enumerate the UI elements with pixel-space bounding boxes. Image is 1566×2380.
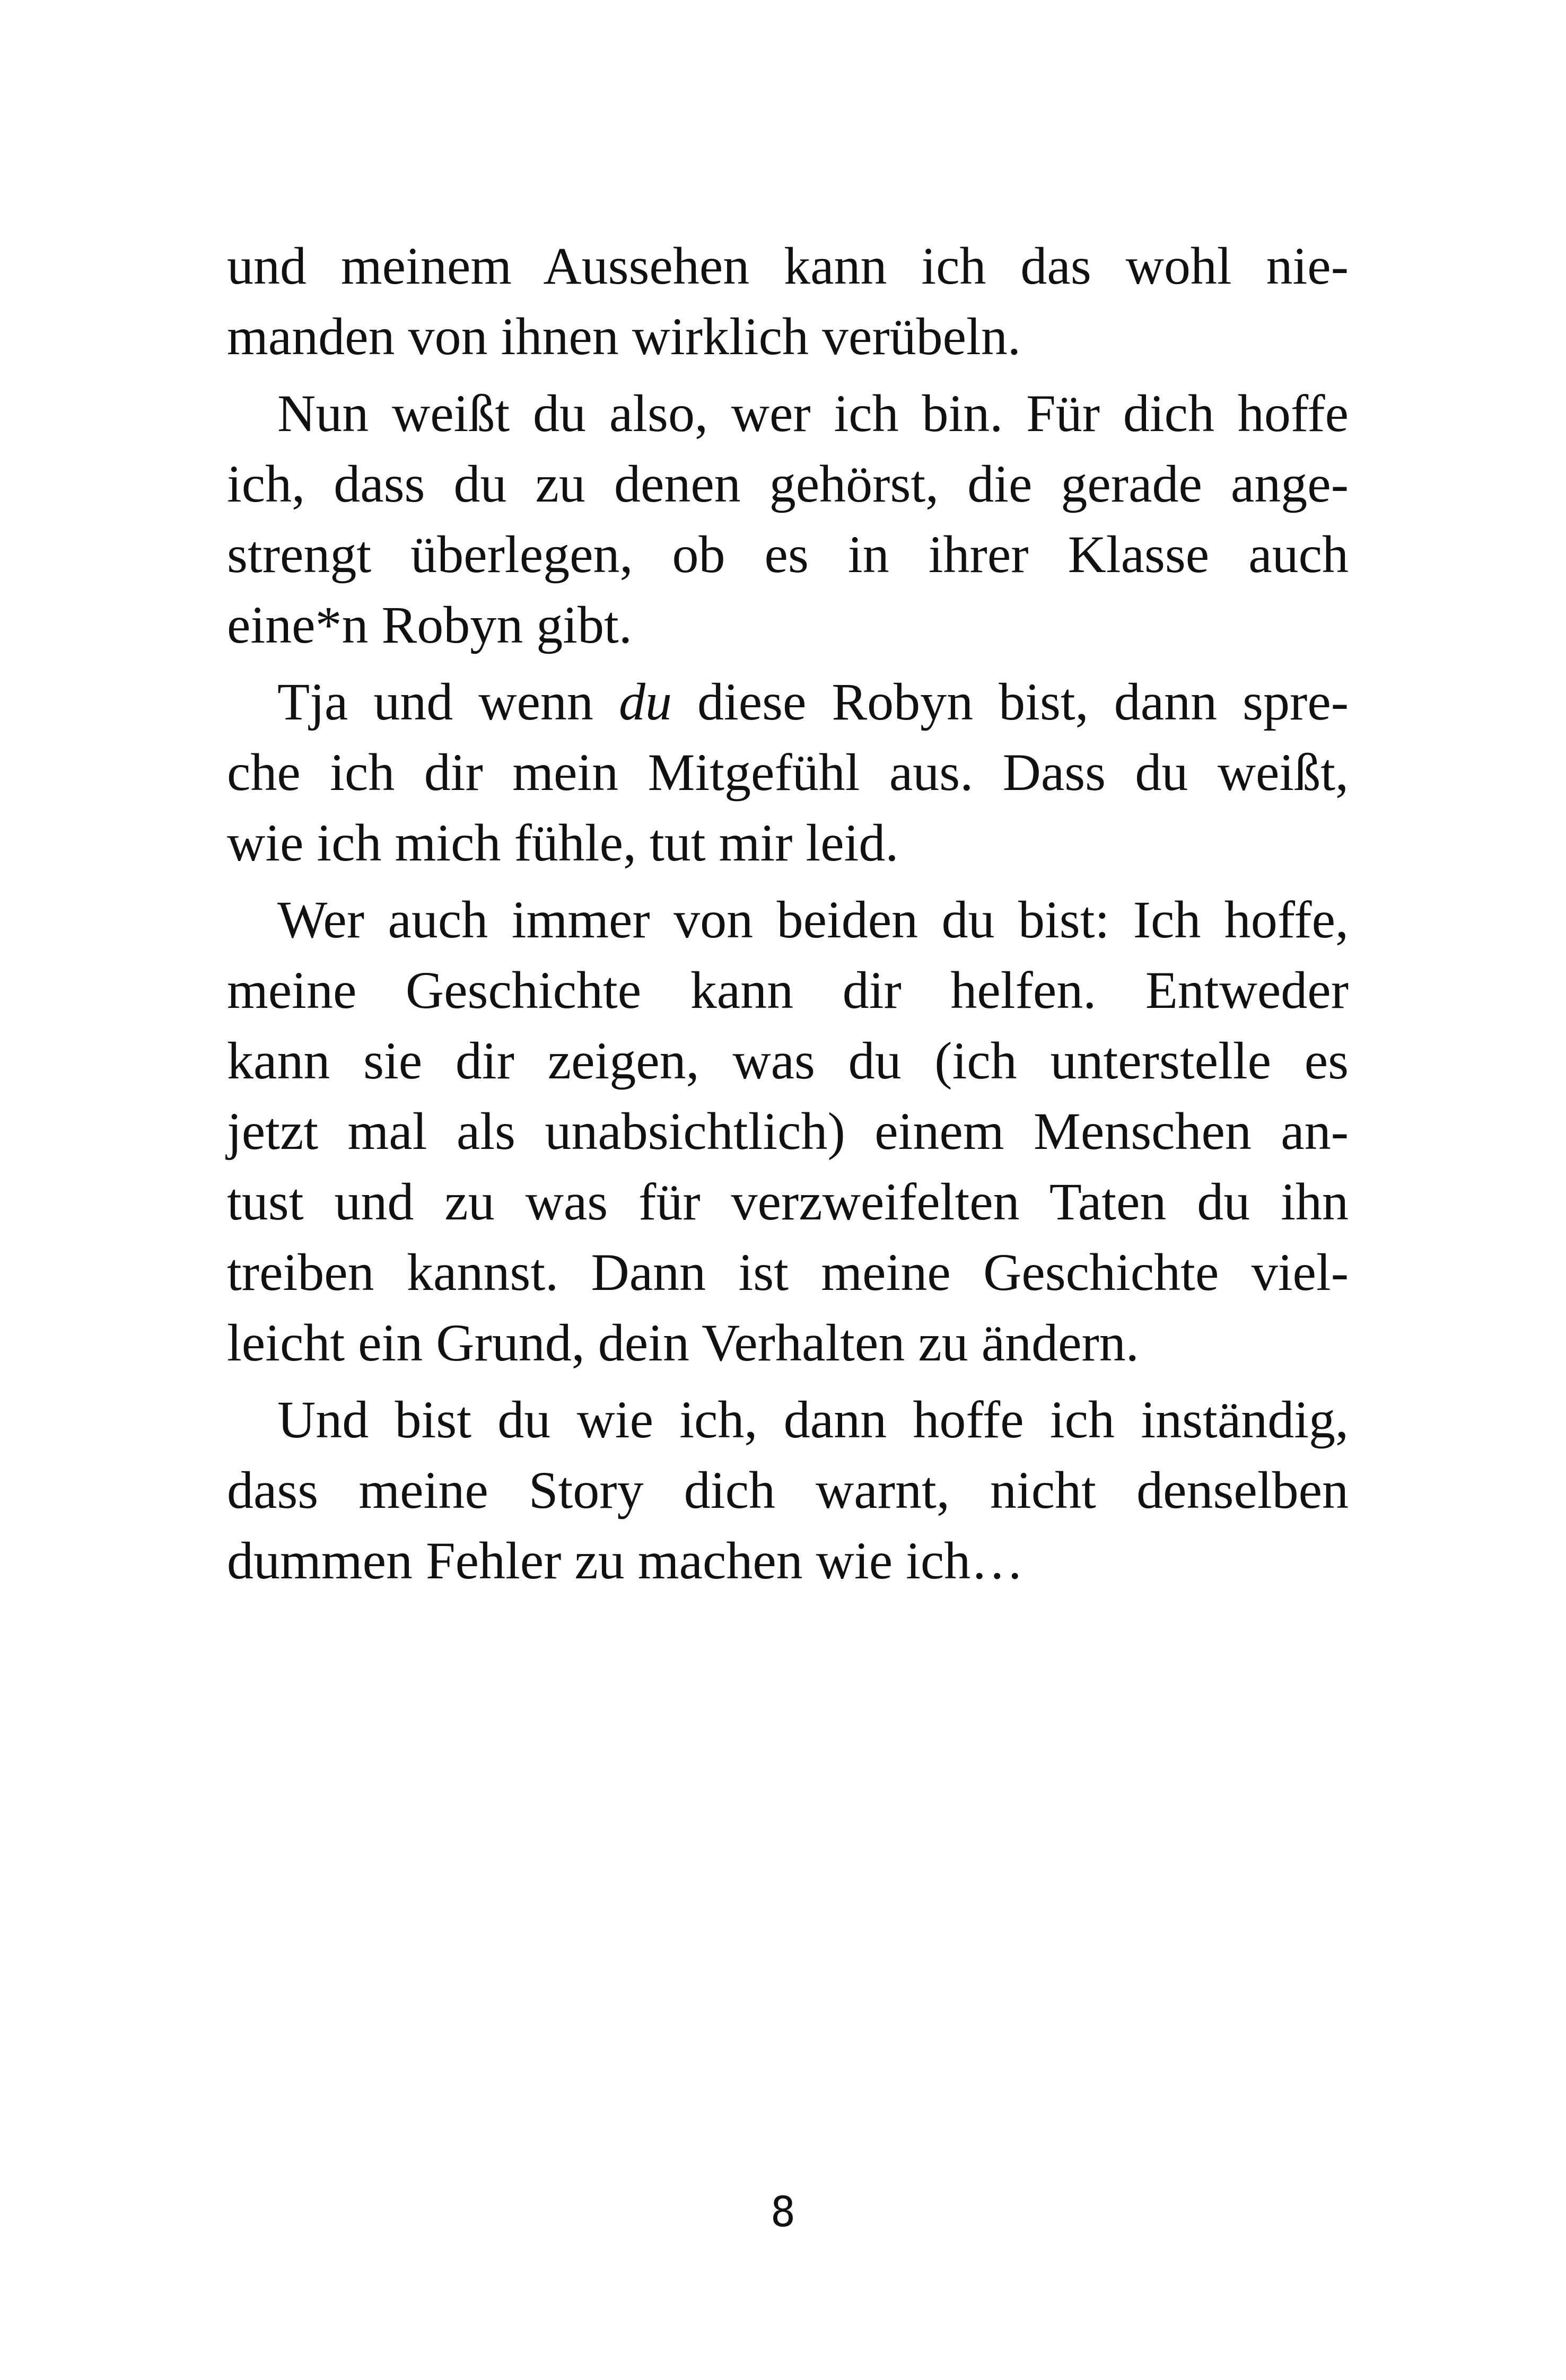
paragraph [227,884,1349,1378]
text-fragment: diese Robyn bist, dann spre- [671,672,1349,731]
text-line: dummen Fehler zu machen wie ich… [227,1531,1024,1590]
text-line: che ich dir mein Mitgefühl aus. Dass du weißt, [227,743,1349,802]
text-line: meine Geschichte kann dir helfen. Entweder [227,961,1349,1020]
text-line: kann sie dir zeigen, was du (ich unterstelle es [227,1031,1349,1090]
paragraph [227,378,1349,660]
paragraph [227,1384,1349,1596]
text-line: ich, dass du zu denen gehörst, die gerade ange- [227,454,1349,513]
text-line: Und bist du wie ich, dann hoffe ich inständig, [277,1390,1349,1449]
emphasis-word: du [618,672,672,731]
text-line: dass meine Story dich warnt, nicht denselben [227,1461,1349,1520]
text-fragment: Tja und wenn [277,672,619,731]
body-text [227,231,1349,1596]
page-number: 8 [771,2189,795,2236]
text-line: tust und zu was für verzweifelten Taten du ihn [227,1172,1349,1231]
text-line [227,666,1349,737]
text-line: leicht ein Grund, dein Verhalten zu ändern. [227,1313,1139,1372]
text-line: jetzt mal als unabsichtlich) einem Menschen an- [227,1102,1349,1161]
text-line: Wer auch immer von beiden du bist: Ich hoffe, [277,890,1349,949]
text-line: treiben kannst. Dann ist meine Geschichte viel- [227,1243,1349,1302]
text-line: strengt überlegen, ob es in ihrer Klasse auch [227,525,1349,584]
text-line: und meinem Aussehen kann ich das wohl nie- [227,236,1349,295]
paragraph [227,231,1349,372]
paragraph [227,666,1349,878]
text-line: eine*n Robyn gibt. [227,595,632,654]
text-line: manden von ihnen wirklich verübeln. [227,307,1021,366]
text-line: wie ich mich fühle, tut mir leid. [227,813,899,872]
text-line: Nun weißt du also, wer ich bin. Für dich hoffe [277,384,1349,443]
